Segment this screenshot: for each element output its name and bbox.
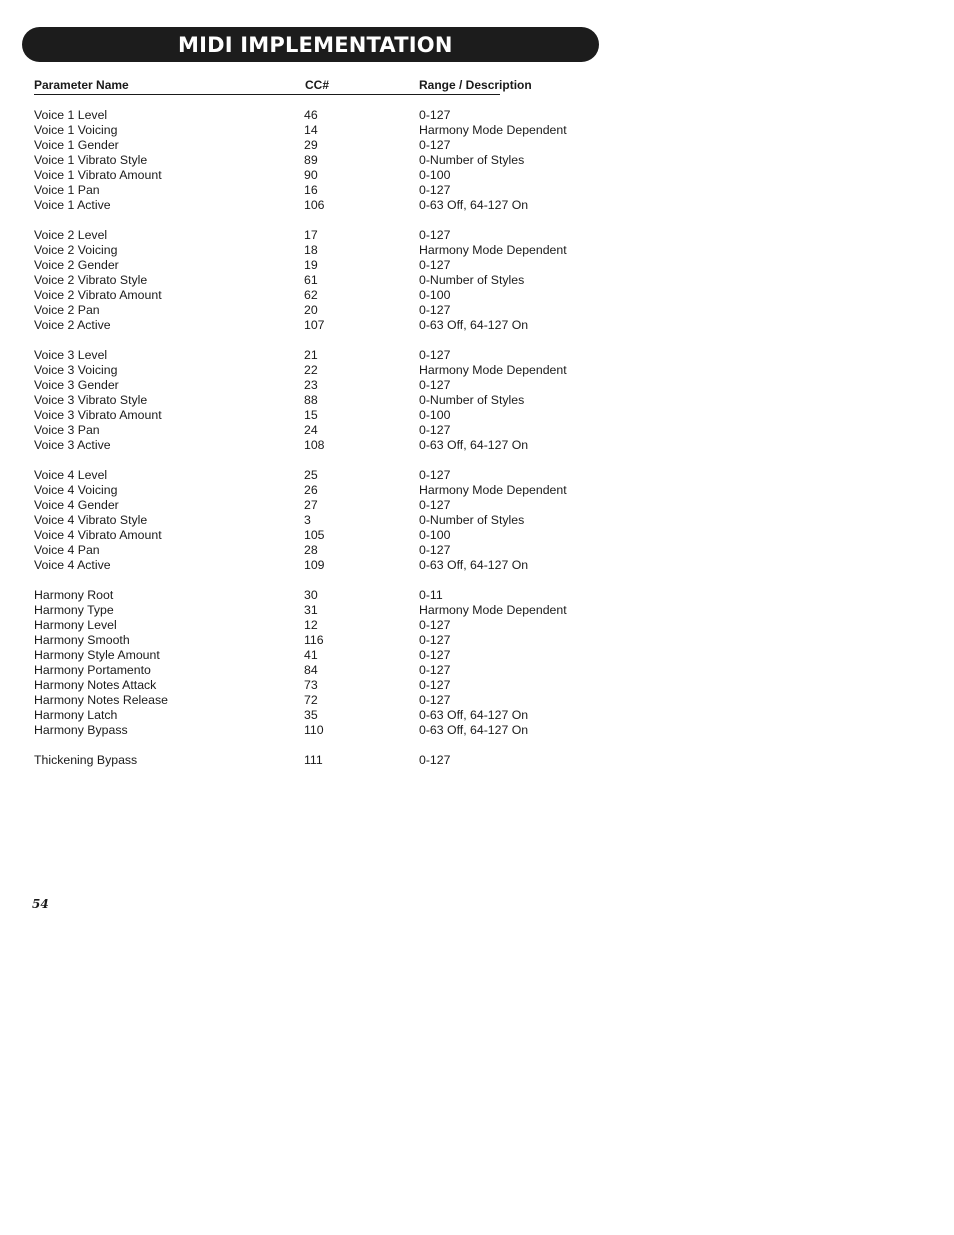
- cell-range-description: 0-127: [419, 498, 451, 512]
- cell-parameter-name: Voice 3 Level: [34, 348, 108, 362]
- cell-parameter-name: Voice 4 Pan: [34, 543, 100, 557]
- cell-parameter-name: Voice 3 Pan: [34, 423, 100, 437]
- cell-parameter-name: Voice 1 Gender: [34, 138, 119, 152]
- cell-range-description: 0-127: [419, 303, 451, 317]
- cell-cc-number: 89: [304, 153, 318, 167]
- table-row: [34, 198, 594, 213]
- table-row: [34, 648, 594, 663]
- table-row: [34, 378, 594, 393]
- page-title: MIDI IMPLEMENTATION: [178, 33, 453, 57]
- cell-range-description: Harmony Mode Dependent: [419, 603, 567, 617]
- cell-cc-number: 19: [304, 258, 318, 272]
- cell-parameter-name: Voice 1 Voicing: [34, 123, 118, 137]
- cell-cc-number: 41: [304, 648, 318, 662]
- cell-parameter-name: Harmony Notes Release: [34, 693, 168, 707]
- cell-parameter-name: Voice 4 Voicing: [34, 483, 118, 497]
- cell-cc-number: 116: [304, 633, 324, 647]
- cell-parameter-name: Voice 4 Vibrato Style: [34, 513, 148, 527]
- cell-parameter-name: Voice 3 Voicing: [34, 363, 118, 377]
- cell-cc-number: 107: [304, 318, 325, 332]
- cell-cc-number: 109: [304, 558, 325, 572]
- cell-parameter-name: Voice 1 Active: [34, 198, 111, 212]
- table-row: [34, 168, 594, 183]
- cell-range-description: 0-127: [419, 108, 451, 122]
- cell-cc-number: 12: [304, 618, 318, 632]
- cell-range-description: 0-63 Off, 64-127 On: [419, 558, 529, 572]
- cell-parameter-name: Voice 3 Vibrato Style: [34, 393, 148, 407]
- cell-range-description: 0-100: [419, 408, 451, 422]
- cell-range-description: 0-127: [419, 753, 451, 767]
- cell-cc-number: 15: [304, 408, 318, 422]
- cell-cc-number: 18: [304, 243, 318, 257]
- cell-cc-number: 23: [304, 378, 318, 392]
- cell-range-description: 0-63 Off, 64-127 On: [419, 708, 529, 722]
- row-spacer: [34, 333, 594, 348]
- cell-cc-number: 25: [304, 468, 318, 482]
- cell-cc-number: 20: [304, 303, 318, 317]
- cell-range-description: 0-127: [419, 138, 451, 152]
- cell-parameter-name: Voice 3 Vibrato Amount: [34, 408, 162, 422]
- cell-cc-number: 35: [304, 708, 318, 722]
- table-row: [34, 423, 594, 438]
- table-row: [34, 498, 594, 513]
- cell-parameter-name: Voice 4 Gender: [34, 498, 119, 512]
- cell-cc-number: 14: [304, 123, 318, 137]
- table-row: [34, 318, 594, 333]
- cell-parameter-name: Voice 1 Vibrato Amount: [34, 168, 162, 182]
- cell-cc-number: 108: [304, 438, 325, 452]
- cell-range-description: Harmony Mode Dependent: [419, 123, 567, 137]
- table-header: [34, 77, 532, 95]
- table-row: [34, 153, 594, 168]
- table-row: [34, 618, 594, 633]
- cell-cc-number: 88: [304, 393, 318, 407]
- table-row: [34, 693, 594, 708]
- table-row: [34, 543, 594, 558]
- cell-range-description: 0-63 Off, 64-127 On: [419, 318, 529, 332]
- table-row: [34, 108, 594, 123]
- cell-range-description: 0-100: [419, 168, 451, 182]
- table-row: [34, 678, 594, 693]
- cell-parameter-name: Voice 2 Active: [34, 318, 111, 332]
- table-row: [34, 468, 594, 483]
- table-row: [34, 243, 594, 258]
- table-row: [34, 288, 594, 303]
- table-row: [34, 753, 594, 768]
- table-row: [34, 228, 594, 243]
- cell-range-description: 0-127: [419, 258, 451, 272]
- cell-range-description: 0-127: [419, 228, 451, 242]
- cell-cc-number: 84: [304, 663, 318, 677]
- table-row: [34, 588, 594, 603]
- table-row: [34, 348, 594, 363]
- cell-parameter-name: Voice 2 Vibrato Style: [34, 273, 148, 287]
- cell-range-description: Harmony Mode Dependent: [419, 483, 567, 497]
- cell-parameter-name: Harmony Smooth: [34, 633, 130, 647]
- cell-cc-number: 62: [304, 288, 318, 302]
- table-row: [34, 438, 594, 453]
- cell-cc-number: 17: [304, 228, 318, 242]
- cell-range-description: 0-Number of Styles: [419, 513, 525, 527]
- midi-parameter-table: [34, 108, 594, 768]
- cell-parameter-name: Voice 4 Active: [34, 558, 111, 572]
- cell-cc-number: 24: [304, 423, 318, 437]
- table-row: [34, 273, 594, 288]
- table-row: [34, 603, 594, 618]
- cell-range-description: 0-63 Off, 64-127 On: [419, 438, 529, 452]
- cell-parameter-name: Voice 3 Gender: [34, 378, 119, 392]
- table-row: [34, 633, 594, 648]
- cell-range-description: Harmony Mode Dependent: [419, 363, 567, 377]
- cell-range-description: 0-Number of Styles: [419, 273, 525, 287]
- cell-parameter-name: Voice 1 Vibrato Style: [34, 153, 148, 167]
- cell-cc-number: 30: [304, 588, 318, 602]
- cell-cc-number: 29: [304, 138, 318, 152]
- row-spacer: [34, 213, 594, 228]
- cell-parameter-name: Harmony Portamento: [34, 663, 151, 677]
- table-row: [34, 558, 594, 573]
- table-row: [34, 303, 594, 318]
- cell-parameter-name: Voice 4 Level: [34, 468, 108, 482]
- row-spacer: [34, 738, 594, 753]
- cell-parameter-name: Voice 2 Voicing: [34, 243, 118, 257]
- cell-parameter-name: Harmony Bypass: [34, 723, 128, 737]
- cell-cc-number: 27: [304, 498, 318, 512]
- cell-cc-number: 22: [304, 363, 318, 377]
- cell-cc-number: 72: [304, 693, 318, 707]
- cell-parameter-name: Voice 1 Level: [34, 108, 108, 122]
- cell-parameter-name: Voice 2 Gender: [34, 258, 119, 272]
- cell-range-description: 0-127: [419, 648, 451, 662]
- table-row: [34, 258, 594, 273]
- cell-cc-number: 106: [304, 198, 325, 212]
- cell-range-description: 0-127: [419, 348, 451, 362]
- cell-cc-number: 46: [304, 108, 318, 122]
- table-row: [34, 138, 594, 153]
- cell-cc-number: 105: [304, 528, 325, 542]
- cell-cc-number: 21: [304, 348, 318, 362]
- table-row: [34, 408, 594, 423]
- cell-range-description: 0-127: [419, 423, 451, 437]
- cell-cc-number: 73: [304, 678, 318, 692]
- table-row: [34, 393, 594, 408]
- cell-range-description: 0-63 Off, 64-127 On: [419, 723, 529, 737]
- cell-cc-number: 16: [304, 183, 318, 197]
- table-row: [34, 183, 594, 198]
- cell-parameter-name: Harmony Style Amount: [34, 648, 160, 662]
- cell-parameter-name: Voice 3 Active: [34, 438, 111, 452]
- cell-parameter-name: Harmony Notes Attack: [34, 678, 157, 692]
- table-row: [34, 363, 594, 378]
- cell-parameter-name: Voice 2 Pan: [34, 303, 100, 317]
- cell-parameter-name: Voice 4 Vibrato Amount: [34, 528, 162, 542]
- cell-parameter-name: Voice 1 Pan: [34, 183, 100, 197]
- row-spacer: [34, 453, 594, 468]
- cell-cc-number: 110: [304, 723, 324, 737]
- cell-range-description: 0-127: [419, 663, 451, 677]
- table-row: [34, 723, 594, 738]
- cell-range-description: 0-127: [419, 618, 451, 632]
- cell-range-description: 0-100: [419, 288, 451, 302]
- cell-range-description: Harmony Mode Dependent: [419, 243, 567, 257]
- table-row: [34, 528, 594, 543]
- table-row: [34, 123, 594, 138]
- cell-range-description: 0-127: [419, 543, 451, 557]
- cell-range-description: 0-100: [419, 528, 451, 542]
- cell-range-description: 0-Number of Styles: [419, 393, 525, 407]
- header-range-description: Range / Description: [419, 78, 532, 92]
- cell-range-description: 0-127: [419, 468, 451, 482]
- cell-range-description: 0-127: [419, 378, 451, 392]
- cell-range-description: 0-11: [419, 588, 443, 602]
- row-spacer: [34, 573, 594, 588]
- table-row: [34, 483, 594, 498]
- cell-cc-number: 111: [304, 753, 323, 767]
- cell-parameter-name: Harmony Level: [34, 618, 117, 632]
- cell-range-description: 0-Number of Styles: [419, 153, 525, 167]
- cell-range-description: 0-63 Off, 64-127 On: [419, 198, 529, 212]
- cell-cc-number: 61: [304, 273, 318, 287]
- cell-cc-number: 26: [304, 483, 318, 497]
- cell-parameter-name: Harmony Latch: [34, 708, 118, 722]
- table-row: [34, 708, 594, 723]
- header-cc-number: CC#: [305, 78, 330, 92]
- cell-range-description: 0-127: [419, 678, 451, 692]
- cell-cc-number: 31: [304, 603, 318, 617]
- section-title-banner: [22, 27, 599, 62]
- page-number: 54: [32, 897, 49, 911]
- cell-parameter-name: Harmony Type: [34, 603, 114, 617]
- cell-range-description: 0-127: [419, 633, 451, 647]
- cell-parameter-name: Voice 2 Level: [34, 228, 108, 242]
- cell-parameter-name: Voice 2 Vibrato Amount: [34, 288, 162, 302]
- cell-cc-number: 28: [304, 543, 318, 557]
- cell-range-description: 0-127: [419, 183, 451, 197]
- cell-parameter-name: Harmony Root: [34, 588, 114, 602]
- header-parameter-name: Parameter Name: [34, 78, 129, 92]
- cell-parameter-name: Thickening Bypass: [34, 753, 138, 767]
- cell-range-description: 0-127: [419, 693, 451, 707]
- table-row: [34, 663, 594, 678]
- table-row: [34, 513, 594, 528]
- cell-cc-number: 90: [304, 168, 318, 182]
- cell-cc-number: 3: [304, 513, 311, 527]
